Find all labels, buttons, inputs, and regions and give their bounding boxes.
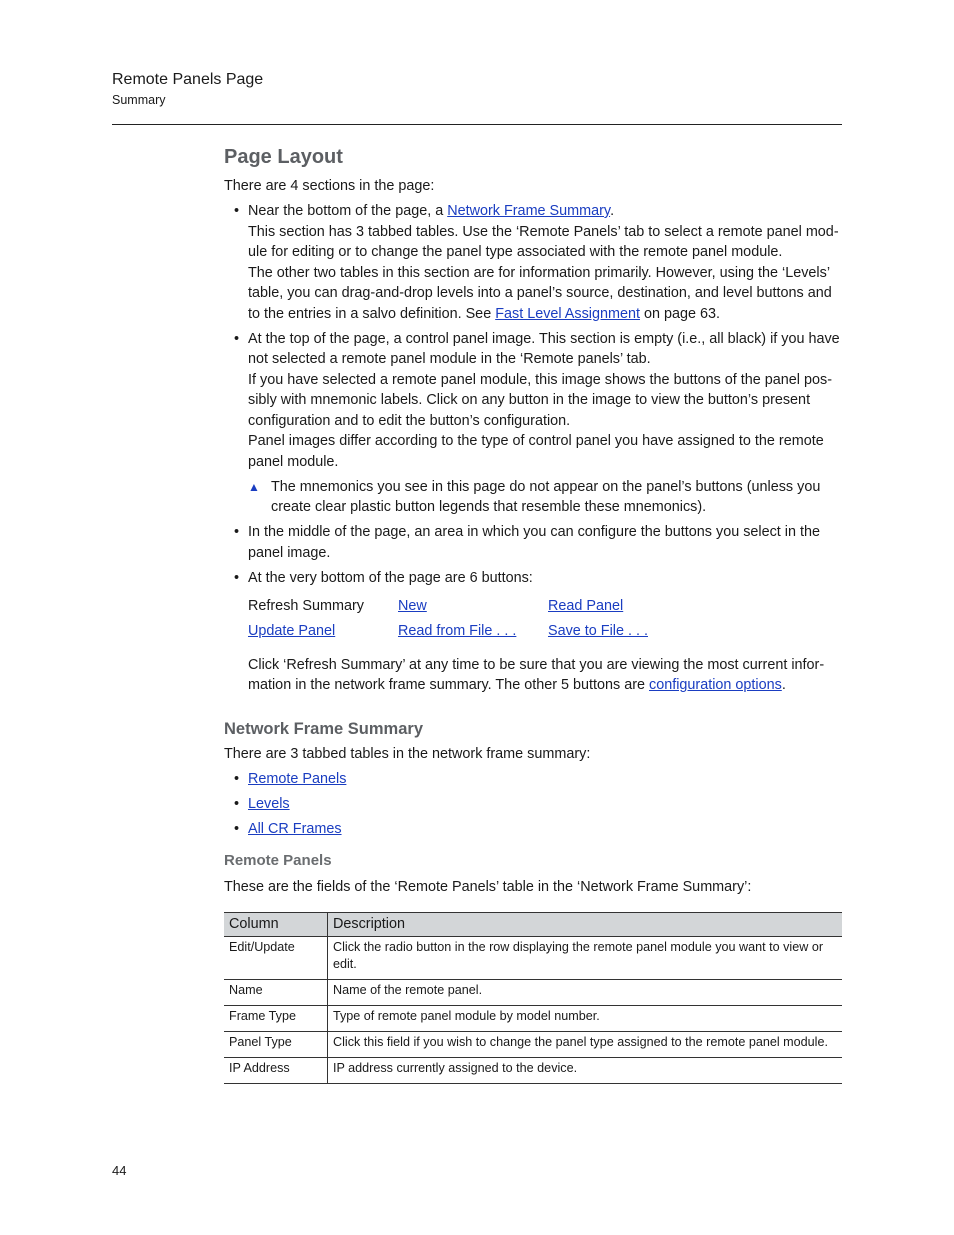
nfs-heading: Network Frame Summary: [224, 719, 423, 738]
bullet-dot: •: [234, 770, 240, 787]
table-row: [224, 979, 842, 1005]
bullet-nfs: • Near the bottom of the page, a Network Frame Summary.: [224, 201, 844, 222]
all-cr-frames-link[interactable]: All CR Frames: [248, 820, 342, 837]
fast-level-assignment-link[interactable]: Fast Level Assignment: [495, 305, 640, 322]
row-description: IP address currently assigned to the device.: [328, 1057, 843, 1083]
nfs-link[interactable]: Network Frame Summary: [447, 203, 611, 219]
save-to-file-link[interactable]: Save to File . . .: [548, 623, 648, 639]
mnemonic-note: ▲ The mnemonics you see in this page do not appear on the panel’s buttons (unless you create clear plastic button legends that resemble these mnemonics).: [248, 478, 821, 515]
table-row: [224, 936, 842, 979]
row-column: Frame Type: [224, 1005, 328, 1031]
nfs-intro: There are 3 tabbed tables in the network frame summary:: [224, 745, 591, 762]
remote-panels-link[interactable]: Remote Panels: [248, 770, 347, 787]
row-description: Name of the remote panel.: [328, 979, 843, 1005]
refresh-summary-label: Refresh Summary: [248, 598, 364, 614]
remote-panels-table: [224, 912, 842, 1084]
page-number: 44: [112, 1163, 127, 1178]
table-header-row: [224, 912, 842, 936]
bullet-dot: •: [234, 330, 240, 347]
bullet-buttons: • At the very bottom of the page are 6 buttons:: [224, 568, 844, 589]
panel-image-para-2: Panel images differ according to the type of control panel you have assigned to the remote panel module.: [248, 433, 824, 470]
configuration-options-link[interactable]: configuration options: [649, 677, 782, 693]
description-header: Description: [328, 912, 843, 936]
page-layout-heading: Page Layout: [224, 146, 343, 168]
read-panel-link[interactable]: Read Panel: [548, 598, 624, 614]
bullet-dot: •: [234, 795, 240, 812]
row-description: Type of remote panel module by model number.: [328, 1005, 843, 1031]
bullet-dot: •: [234, 569, 240, 586]
page-layout-intro: There are 4 sections in the page:: [224, 178, 435, 194]
row-description: Click the radio button in the row displaying the remote panel module you want to view or edit.: [328, 936, 843, 979]
refresh-para: Click ‘Refresh Summary’ at any time to be sure that you are viewing the most current information in the network frame summary. The other 5 buttons are configuration options.: [248, 656, 825, 693]
bullet-dot: •: [234, 203, 240, 219]
warning-triangle-icon: ▲: [248, 479, 260, 494]
header-rule: [112, 124, 842, 125]
main-content: [224, 144, 844, 1084]
panel-image-para-1: If you have selected a remote panel module, this image shows the buttons of the panel possibly with mnemonic labels. Click on any button in the image to view the button’s present configuration and to edit the button’s configuration.: [248, 371, 832, 429]
button-list: [248, 596, 844, 642]
bullet-dot: •: [234, 820, 240, 837]
running-header-title: Remote Panels Page: [112, 71, 264, 88]
column-header: Column: [224, 912, 328, 936]
remote-panels-heading: Remote Panels: [224, 852, 332, 869]
update-panel-link[interactable]: Update Panel: [248, 623, 336, 639]
remote-panels-intro: These are the fields of the ‘Remote Panels’ table in the ‘Network Frame Summary’:: [224, 879, 752, 895]
table-row: [224, 1057, 842, 1083]
levels-link[interactable]: Levels: [248, 795, 290, 812]
new-link[interactable]: New: [398, 598, 427, 614]
bullet-config-area: • In the middle of the page, an area in which you can configure the buttons you select in the panel image.: [234, 524, 820, 561]
nfs-para-1: This section has 3 tabbed tables. Use the ‘Remote Panels’ tab to select a remote panel module for editing or to change the panel type associated with the remote panel module.: [248, 223, 839, 260]
row-column: Edit/Update: [224, 936, 328, 979]
list-item: [224, 819, 844, 840]
table-row: [224, 1005, 842, 1031]
nfs-para-2: The other two tables in this section are for information primarily. However, using the ‘Levels’ table, you can drag-and-drop levels into a panel’s source, destination, and level buttons and to the entries in a salvo definition. See Fast Level Assignment on page 63.: [248, 264, 832, 322]
table-row: [224, 1031, 842, 1057]
bullet-dot: •: [234, 524, 240, 540]
row-column: IP Address: [224, 1057, 328, 1083]
running-header-subtitle: Summary: [112, 93, 166, 107]
row-description: Click this field if you wish to change the panel type assigned to the remote panel module.: [328, 1031, 843, 1057]
list-item: [224, 769, 844, 790]
read-from-file-link[interactable]: Read from File . . .: [398, 623, 517, 639]
row-column: Panel Type: [224, 1031, 328, 1057]
row-column: Name: [224, 979, 328, 1005]
list-item: [224, 794, 844, 815]
bullet-panel-image: • At the top of the page, a control panel image. This section is empty (i.e., all black) if you have not selected a remote panel module in the ‘Remote panels’ tab.: [234, 330, 840, 367]
